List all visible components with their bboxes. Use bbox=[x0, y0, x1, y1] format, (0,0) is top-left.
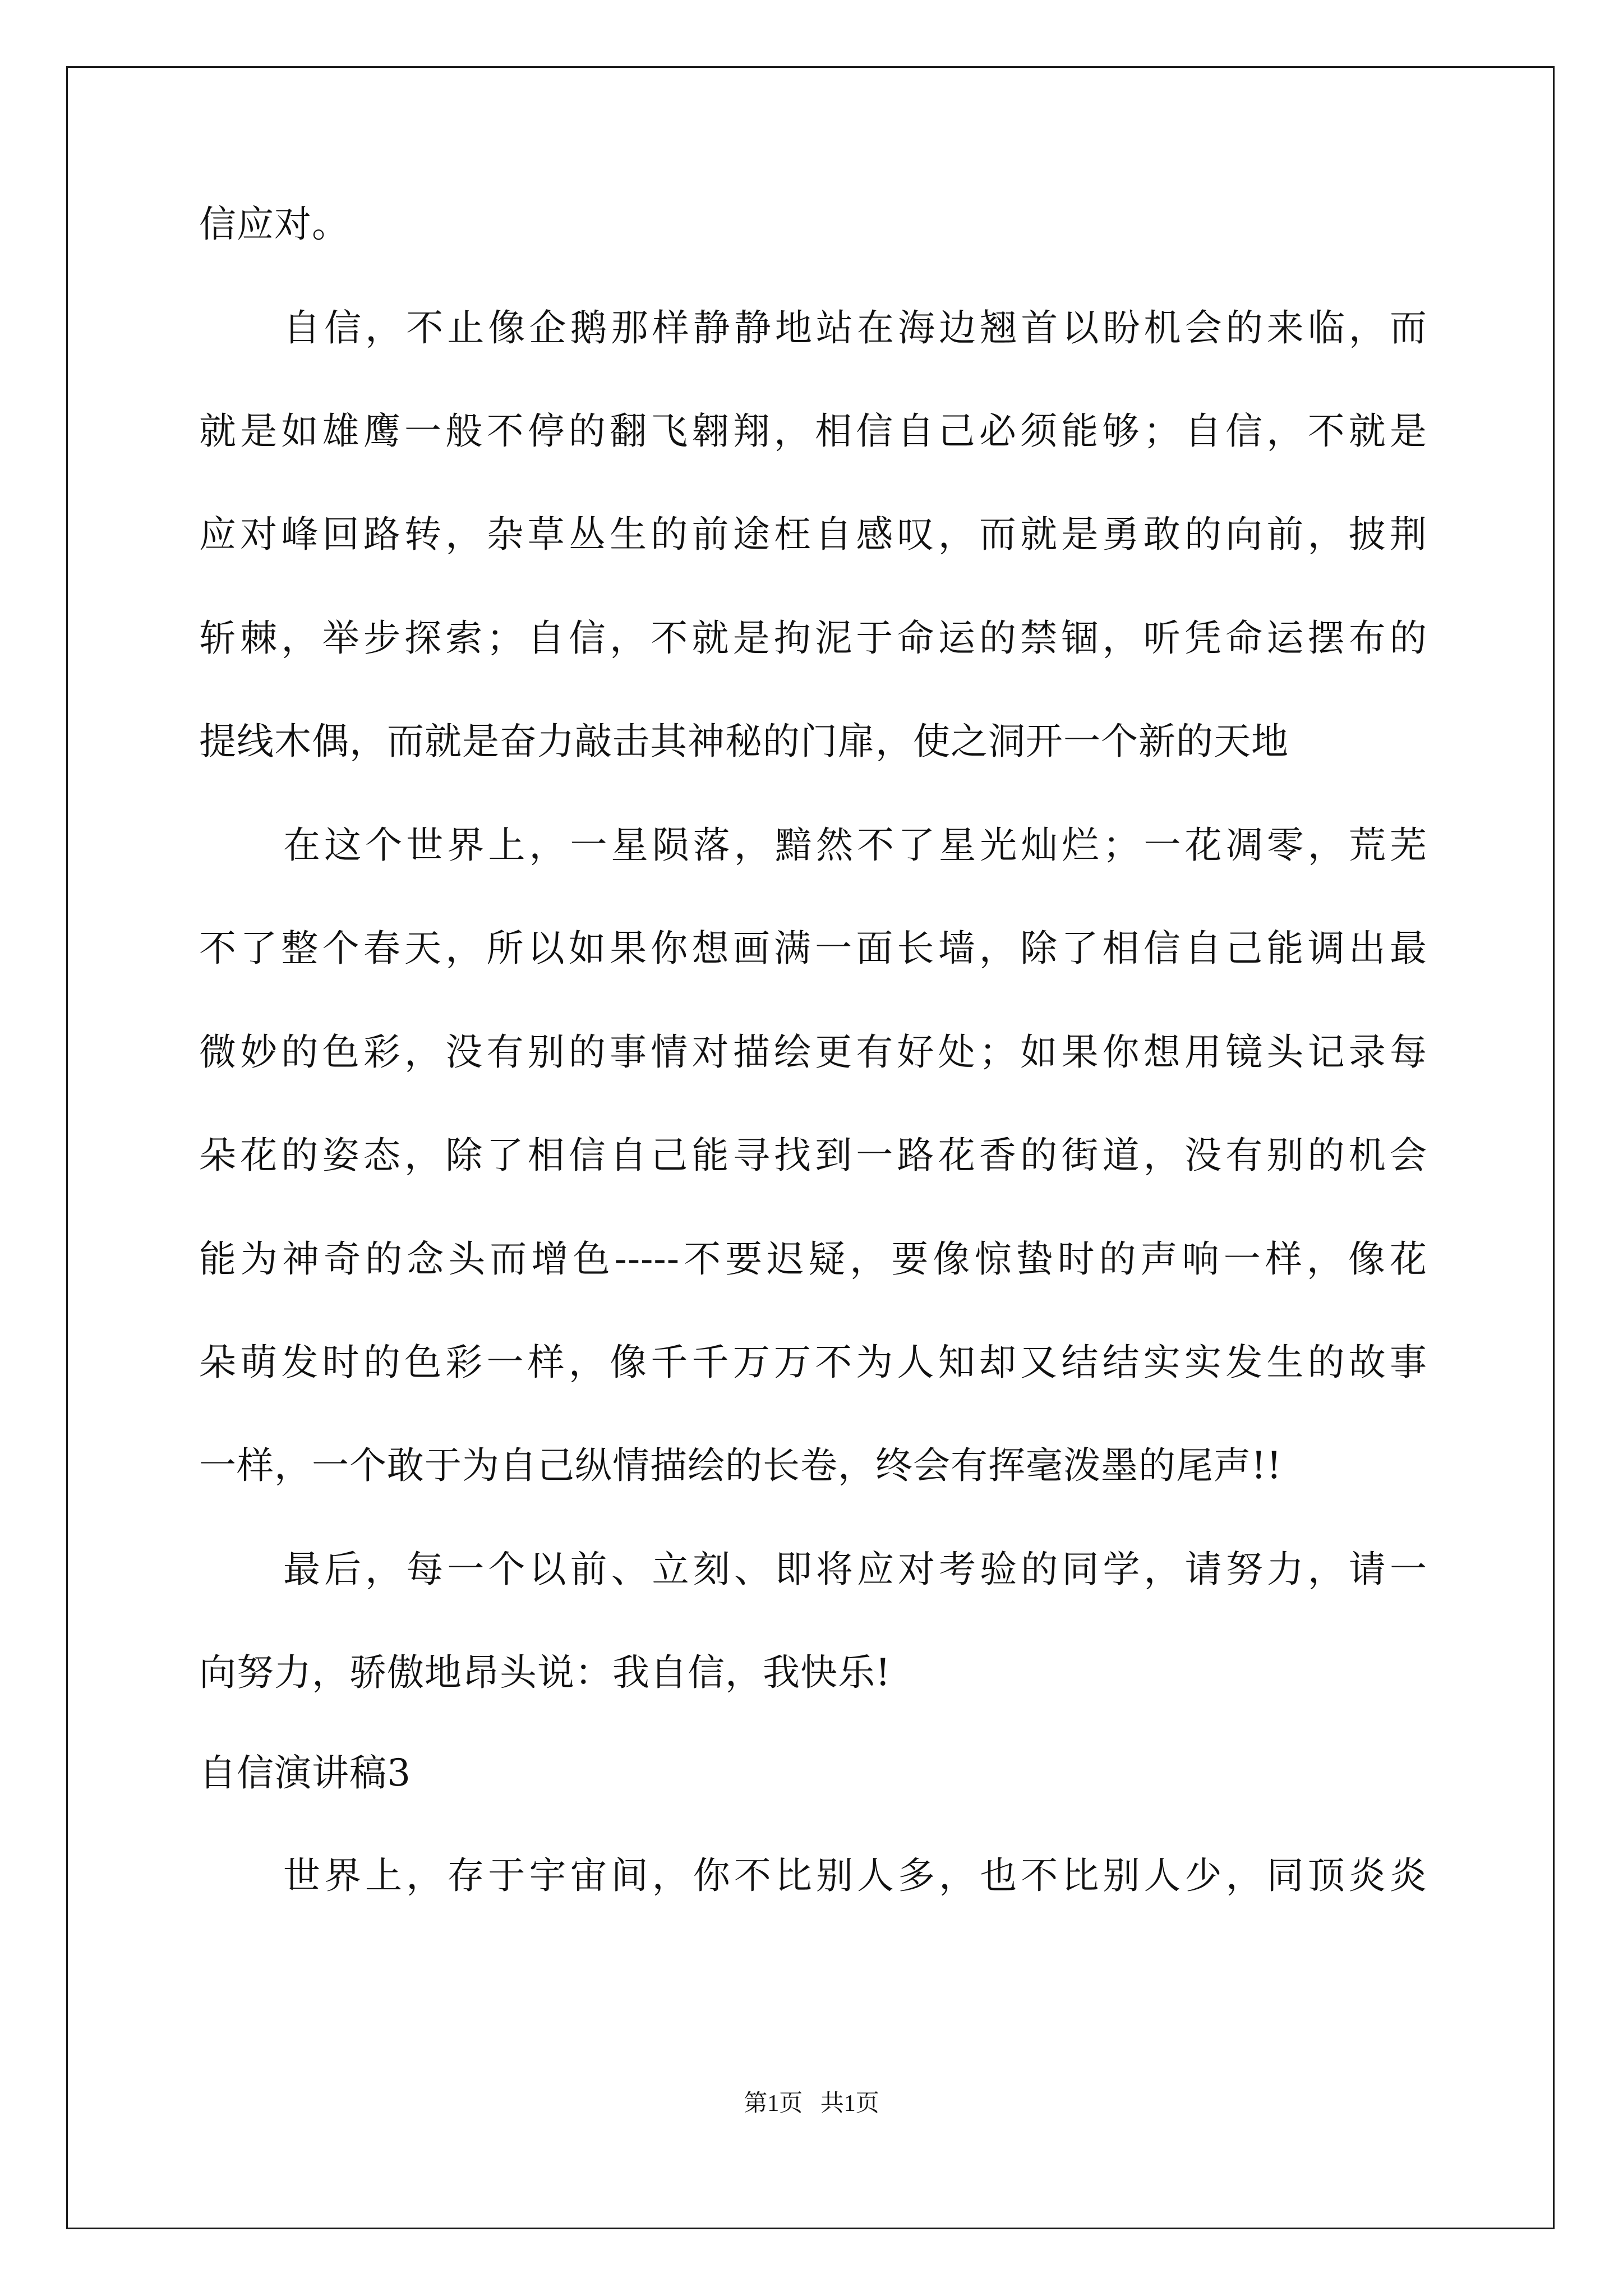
paragraph-line: 斩棘，举步探索；自信，不就是拘泥于命运的禁锢，听凭命运摆布的 bbox=[199, 616, 1427, 660]
paragraph-line: 世界上，存于宇宙间，你不比别人多，也不比别人少，同顶炎炎 bbox=[283, 1854, 1427, 1897]
paragraph-line: 不了整个春天，所以如果你想画满一面长墙，除了相信自己能调出最 bbox=[199, 927, 1427, 970]
paragraph-line: 最后，每一个以前、立刻、即将应对考验的同学，请努力，请一 bbox=[283, 1548, 1427, 1591]
paragraph-line: 自信，不止像企鹅那样静静地站在海边翘首以盼机会的来临，而 bbox=[283, 306, 1427, 349]
paragraph-line: 朵萌发时的色彩一样，像千千万万不为人知却又结结实实发生的故事 bbox=[199, 1341, 1427, 1384]
paragraph-line: 朵花的姿态，除了相信自己能寻找到一路花香的街道，没有别的机会 bbox=[199, 1134, 1427, 1177]
paragraph-line: 信应对。 bbox=[199, 203, 349, 246]
paragraph-line: 就是如雄鹰一般不停的翻飞翱翔，相信自己必须能够；自信，不就是 bbox=[199, 409, 1427, 453]
section-heading: 自信演讲稿3 bbox=[199, 1751, 411, 1795]
paragraph-line: 向努力，骄傲地昂头说：我自信，我快乐! bbox=[199, 1651, 891, 1694]
paragraph-line: 微妙的色彩，没有别的事情对描绘更有好处；如果你想用镜头记录每 bbox=[199, 1030, 1427, 1074]
paragraph-line: 提线木偶，而就是奋力敲击其神秘的门扉，使之洞开一个新的天地 bbox=[199, 720, 1289, 763]
paragraph-line: 在这个世界上，一星陨落，黯然不了星光灿烂；一花凋零，荒芜 bbox=[283, 823, 1427, 867]
paragraph-line: 一样，一个敢于为自己纵情描绘的长卷，终会有挥毫泼墨的尾声!! bbox=[199, 1444, 1283, 1487]
paragraph-line: 能为神奇的念头而增色-----不要迟疑，要像惊蛰时的声响一样，像花 bbox=[199, 1237, 1427, 1281]
paragraph-line: 应对峰回路转，杂草丛生的前途枉自感叹，而就是勇敢的向前，披荆 bbox=[199, 513, 1427, 556]
page-number-footer: 第1页 共1页 bbox=[744, 2091, 879, 2116]
